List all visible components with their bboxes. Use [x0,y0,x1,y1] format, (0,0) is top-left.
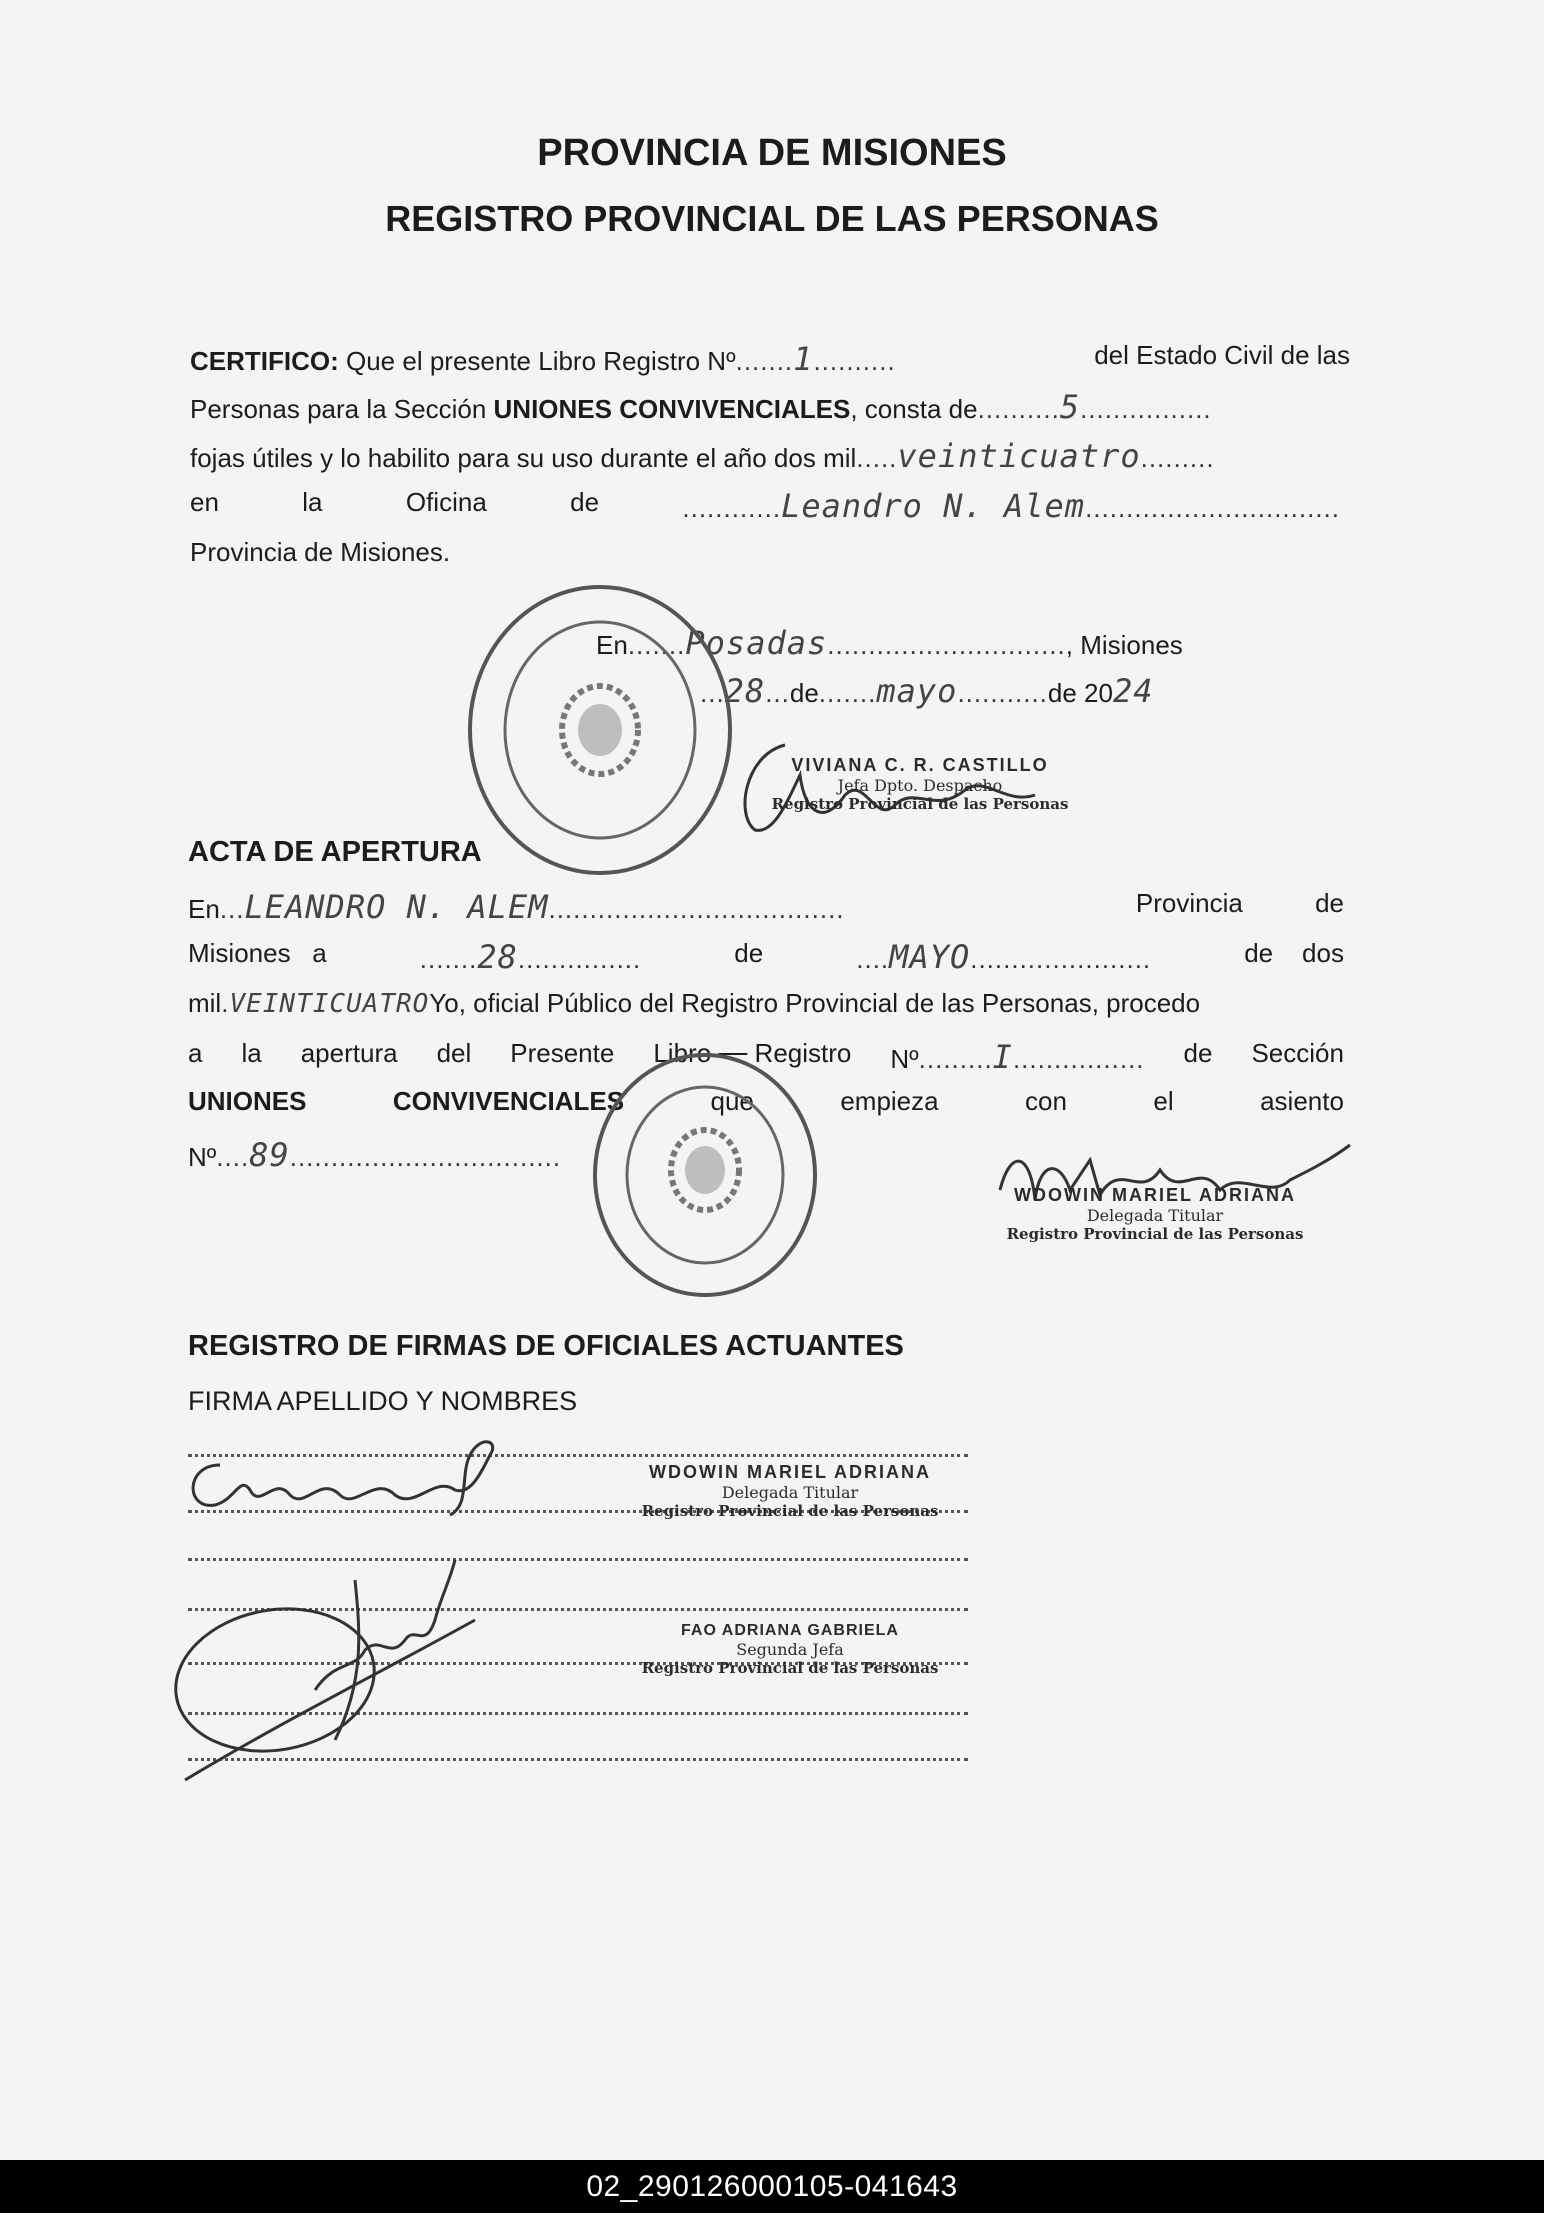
acta-word: de [1244,938,1274,968]
section-heading-firmas: REGISTRO DE FIRMAS DE OFICIALES ACTUANTES [188,1330,904,1362]
certificate-text: fojas útiles y lo habilito para su uso durante el año dos mil [190,443,857,473]
section-heading-acta: ACTA DE APERTURA [188,836,482,868]
certificate-word: en [190,487,219,517]
signer-name: WDOWIN MARIEL ADRIANA [1014,1185,1296,1205]
section-name: UNIONES CONVIVENCIALES [493,394,851,424]
acta-word: Sección [1251,1038,1344,1068]
year-prefix: de 20 [1047,678,1113,708]
acta-word: mil [188,988,222,1018]
official-registry: Registro Provincial de las Personas [641,1502,939,1520]
acta-line-4: a la apertura del Presente Libro Registro Nº.........I................ de Sección [188,1038,1344,1076]
official-stamp-1 [615,1462,965,1520]
acta-word: Presente [510,1038,615,1068]
acta-book-handwritten: I [992,1038,1013,1076]
acta-word: de [1315,888,1344,918]
certificate-text: Que el presente Libro Registro Nº [346,346,736,376]
acta-word: el [1153,1086,1174,1116]
official-registry: Registro Provincial de las Personas [641,1659,939,1677]
acta-word: apertura [300,1038,398,1068]
acta-word: asiento [1260,1086,1344,1116]
certificate-text: , consta de [850,394,978,424]
acta-word: Provincia [1135,888,1243,918]
section-subheading: FIRMA APELLIDO Y NOMBRES [188,1386,578,1416]
certificate-word: de [570,487,600,517]
official-role: Delegada Titular [721,1483,859,1502]
acta-word: dos [1302,938,1344,968]
certificate-label: CERTIFICO: [190,346,339,376]
official-seal-stamp [465,580,735,880]
acta-word: a [188,1038,203,1068]
place-line: En.......Posadas............................., Misiones [596,624,1183,662]
acta-word: CONVIVENCIALES [392,1086,625,1116]
place-handwritten: Posadas [685,624,828,662]
signer-registry: Registro Provincial de las Personas [771,795,1069,813]
acta-word: Nº [890,1044,919,1074]
signer-registry: Registro Provincial de las Personas [1006,1225,1304,1243]
document-subtitle: REGISTRO PROVINCIAL DE LAS PERSONAS [385,198,1159,239]
certificate-word: Oficina [405,487,487,517]
signer-role: Delegada Titular [1086,1206,1224,1225]
acta-word: del [436,1038,472,1068]
certificate-line-1: CERTIFICO: Que el presente Libro Registro Nº.......1.......... del Estado Civil de las [190,340,1350,378]
acta-word: Libro [653,1038,712,1068]
official-name: WDOWIN MARIEL ADRIANA [649,1462,931,1482]
acta-word: Misiones [188,938,291,968]
document-title: PROVINCIA DE MISIONES [537,132,1007,174]
day-handwritten: 28 [724,672,766,710]
entry-number-handwritten: 89 [249,1136,290,1174]
acta-word: UNIONES [188,1086,307,1116]
signer-role: Jefa Dpto. Despacho [837,776,1003,795]
acta-day-handwritten: 28 [477,938,518,976]
official-role: Segunda Jefa [736,1640,844,1659]
certificate-text: Personas para la Sección [190,394,487,424]
acta-word: que [710,1086,754,1116]
acta-word: Registro [754,1038,852,1068]
document-code-footer: 02_290126000105-041643 [0,2160,1544,2213]
acta-word: empieza [840,1086,939,1116]
date-line: ...28...de.......mayo...........de 2024 [700,672,1154,710]
acta-text: Yo, oficial Público del Registro Provincial de las Personas, procedo [429,988,1201,1018]
acta-word: la [241,1038,262,1068]
acta-line-3: mil.VEINTICUATROYo, oficial Público del Registro Provincial de las Personas, procedo [188,988,1201,1019]
certificate-line-3: fojas útiles y lo habilito para su uso durante el año dos mil.....veinticuatro......... [190,437,1215,475]
signature-scribble [165,1540,495,1790]
certificate-line-4: en la Oficina de ............Leandro N. Alem............................... [190,487,1340,525]
signature-stamp-1 [760,755,1080,813]
pages-handwritten: 5 [1059,388,1081,426]
acta-word: Nº [188,1142,217,1172]
certificate-word: la [302,487,323,517]
acta-line-6: Nº....89................................. [188,1136,562,1174]
official-name: FAO ADRIANA GABRIELA [681,1622,899,1639]
signature-stamp-2 [985,1185,1325,1243]
acta-line-1: En...LEANDRO N. ALEM.................................... Provincia de [188,888,1344,926]
place-prefix: En [596,630,628,660]
signature-scribble [180,1435,500,1525]
year-digits-handwritten: 24 [1112,672,1154,710]
certificate-line-5: Provincia de Misiones. [190,537,451,567]
signer-name: VIVIANA C. R. CASTILLO [791,755,1049,775]
acta-word: de [734,938,764,968]
acta-place-handwritten: LEANDRO N. ALEM [244,888,549,926]
acta-word: de [1183,1038,1213,1068]
official-stamp-2 [640,1622,940,1677]
certificate-line-2: Personas para la Sección UNIONES CONVIVENCIALES, consta de..........5................ [190,388,1212,426]
certificate-text: del Estado Civil de las [1094,340,1350,370]
acta-word: con [1025,1086,1067,1116]
year-words-handwritten: veinticuatro [897,437,1141,475]
official-seal-stamp [590,1050,820,1300]
month-handwritten: mayo [876,672,958,710]
acta-line-2: Misiones a .......28............... de ....MAYO...................... de dos [188,938,1344,976]
date-word: de [789,678,819,708]
acta-word: a [312,938,327,968]
acta-word: En [188,894,220,924]
acta-year-handwritten: VEINTICUATRO [229,989,430,1019]
office-handwritten: Leandro N. Alem [781,487,1086,525]
place-suffix: , Misiones [1065,630,1183,660]
acta-month-handwritten: MAYO [889,938,971,976]
book-number-handwritten: 1 [793,340,814,378]
